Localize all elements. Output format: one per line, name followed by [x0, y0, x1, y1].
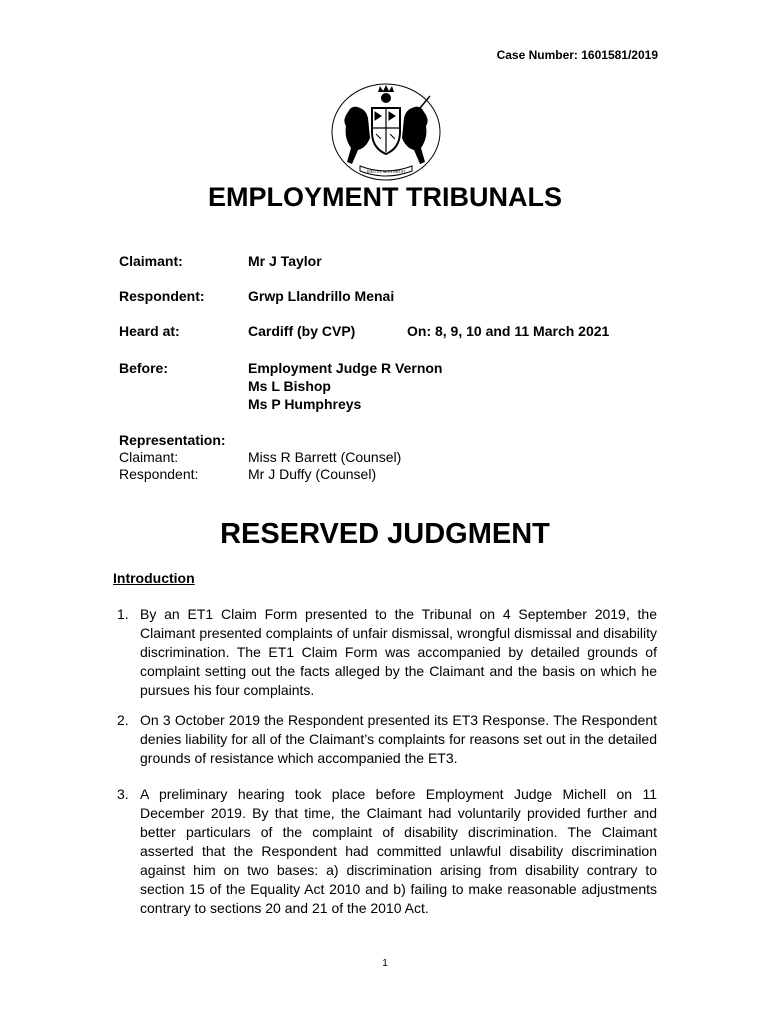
paragraph	[117, 785, 657, 918]
section-heading: Introduction	[113, 570, 195, 586]
rep-claimant-label: Claimant:	[119, 449, 179, 465]
paragraph	[117, 605, 657, 700]
paragraph-text: On 3 October 2019 the Respondent presented its ET3 Response. The Respondent denies liability for all of the Claimant’s complaints for reasons set out in the detailed grounds of resistance which accompanied the ET3.	[140, 712, 657, 766]
hearing-dates: On: 8, 9, 10 and 11 March 2021	[407, 323, 610, 339]
crest-motto: DIEU ET MON DROIT	[366, 169, 406, 174]
panel-member: Ms P Humphreys	[248, 396, 362, 412]
heard-at-label: Heard at:	[119, 323, 180, 339]
paragraph-number: 3.	[117, 786, 129, 802]
claimant-label: Claimant:	[119, 253, 183, 269]
before-label: Before:	[119, 360, 169, 376]
page-number: 1	[382, 958, 388, 969]
paragraph-text: By an ET1 Claim Form presented to the Tribunal on 4 September 2019, the Claimant presented complaints of unfair dismissal, wrongful dismissal and disability discrimination. The ET1 Claim Form was accompanied by detailed grounds of complaint setting out the facts alleged by the Claimant and the basis on which he pursues his four complaints.	[140, 606, 657, 698]
representation-heading: Representation:	[119, 432, 226, 448]
judgment-title: RESERVED JUDGMENT	[220, 518, 550, 550]
respondent-label: Respondent:	[119, 288, 205, 304]
respondent-value: Grwp Llandrillo Menai	[248, 288, 395, 304]
paragraph	[117, 711, 657, 768]
paragraph-number: 1.	[117, 606, 129, 622]
panel-member: Employment Judge R Vernon	[248, 360, 443, 376]
rep-respondent-label: Respondent:	[119, 466, 199, 482]
tribunal-title: EMPLOYMENT TRIBUNALS	[208, 182, 562, 212]
panel-member: Ms L Bishop	[248, 378, 331, 394]
rep-claimant-value: Miss R Barrett (Counsel)	[248, 449, 402, 465]
paragraph-text: A preliminary hearing took place before Employment Judge Michell on 11 December 2019. By that time, the Claimant had voluntarily provided further and better particulars of the complaint of disability discrimination. The Claimant asserted that the Respondent had committed unlawful disability discrimination against him on two bases: a) discrimination arising from disability contrary to section 15 of the Equality Act 2010 and b) failing to make reasonable adjustments contrary to sections 20 and 21 of the 2010 Act.	[140, 786, 657, 916]
heard-at-value: Cardiff (by CVP)	[248, 323, 356, 339]
royal-coat-of-arms-icon	[330, 82, 442, 182]
case-number: Case Number: 1601581/2019	[496, 48, 658, 62]
claimant-value: Mr J Taylor	[248, 253, 322, 269]
paragraph-number: 2.	[117, 712, 129, 728]
rep-respondent-value: Mr J Duffy (Counsel)	[248, 466, 377, 482]
